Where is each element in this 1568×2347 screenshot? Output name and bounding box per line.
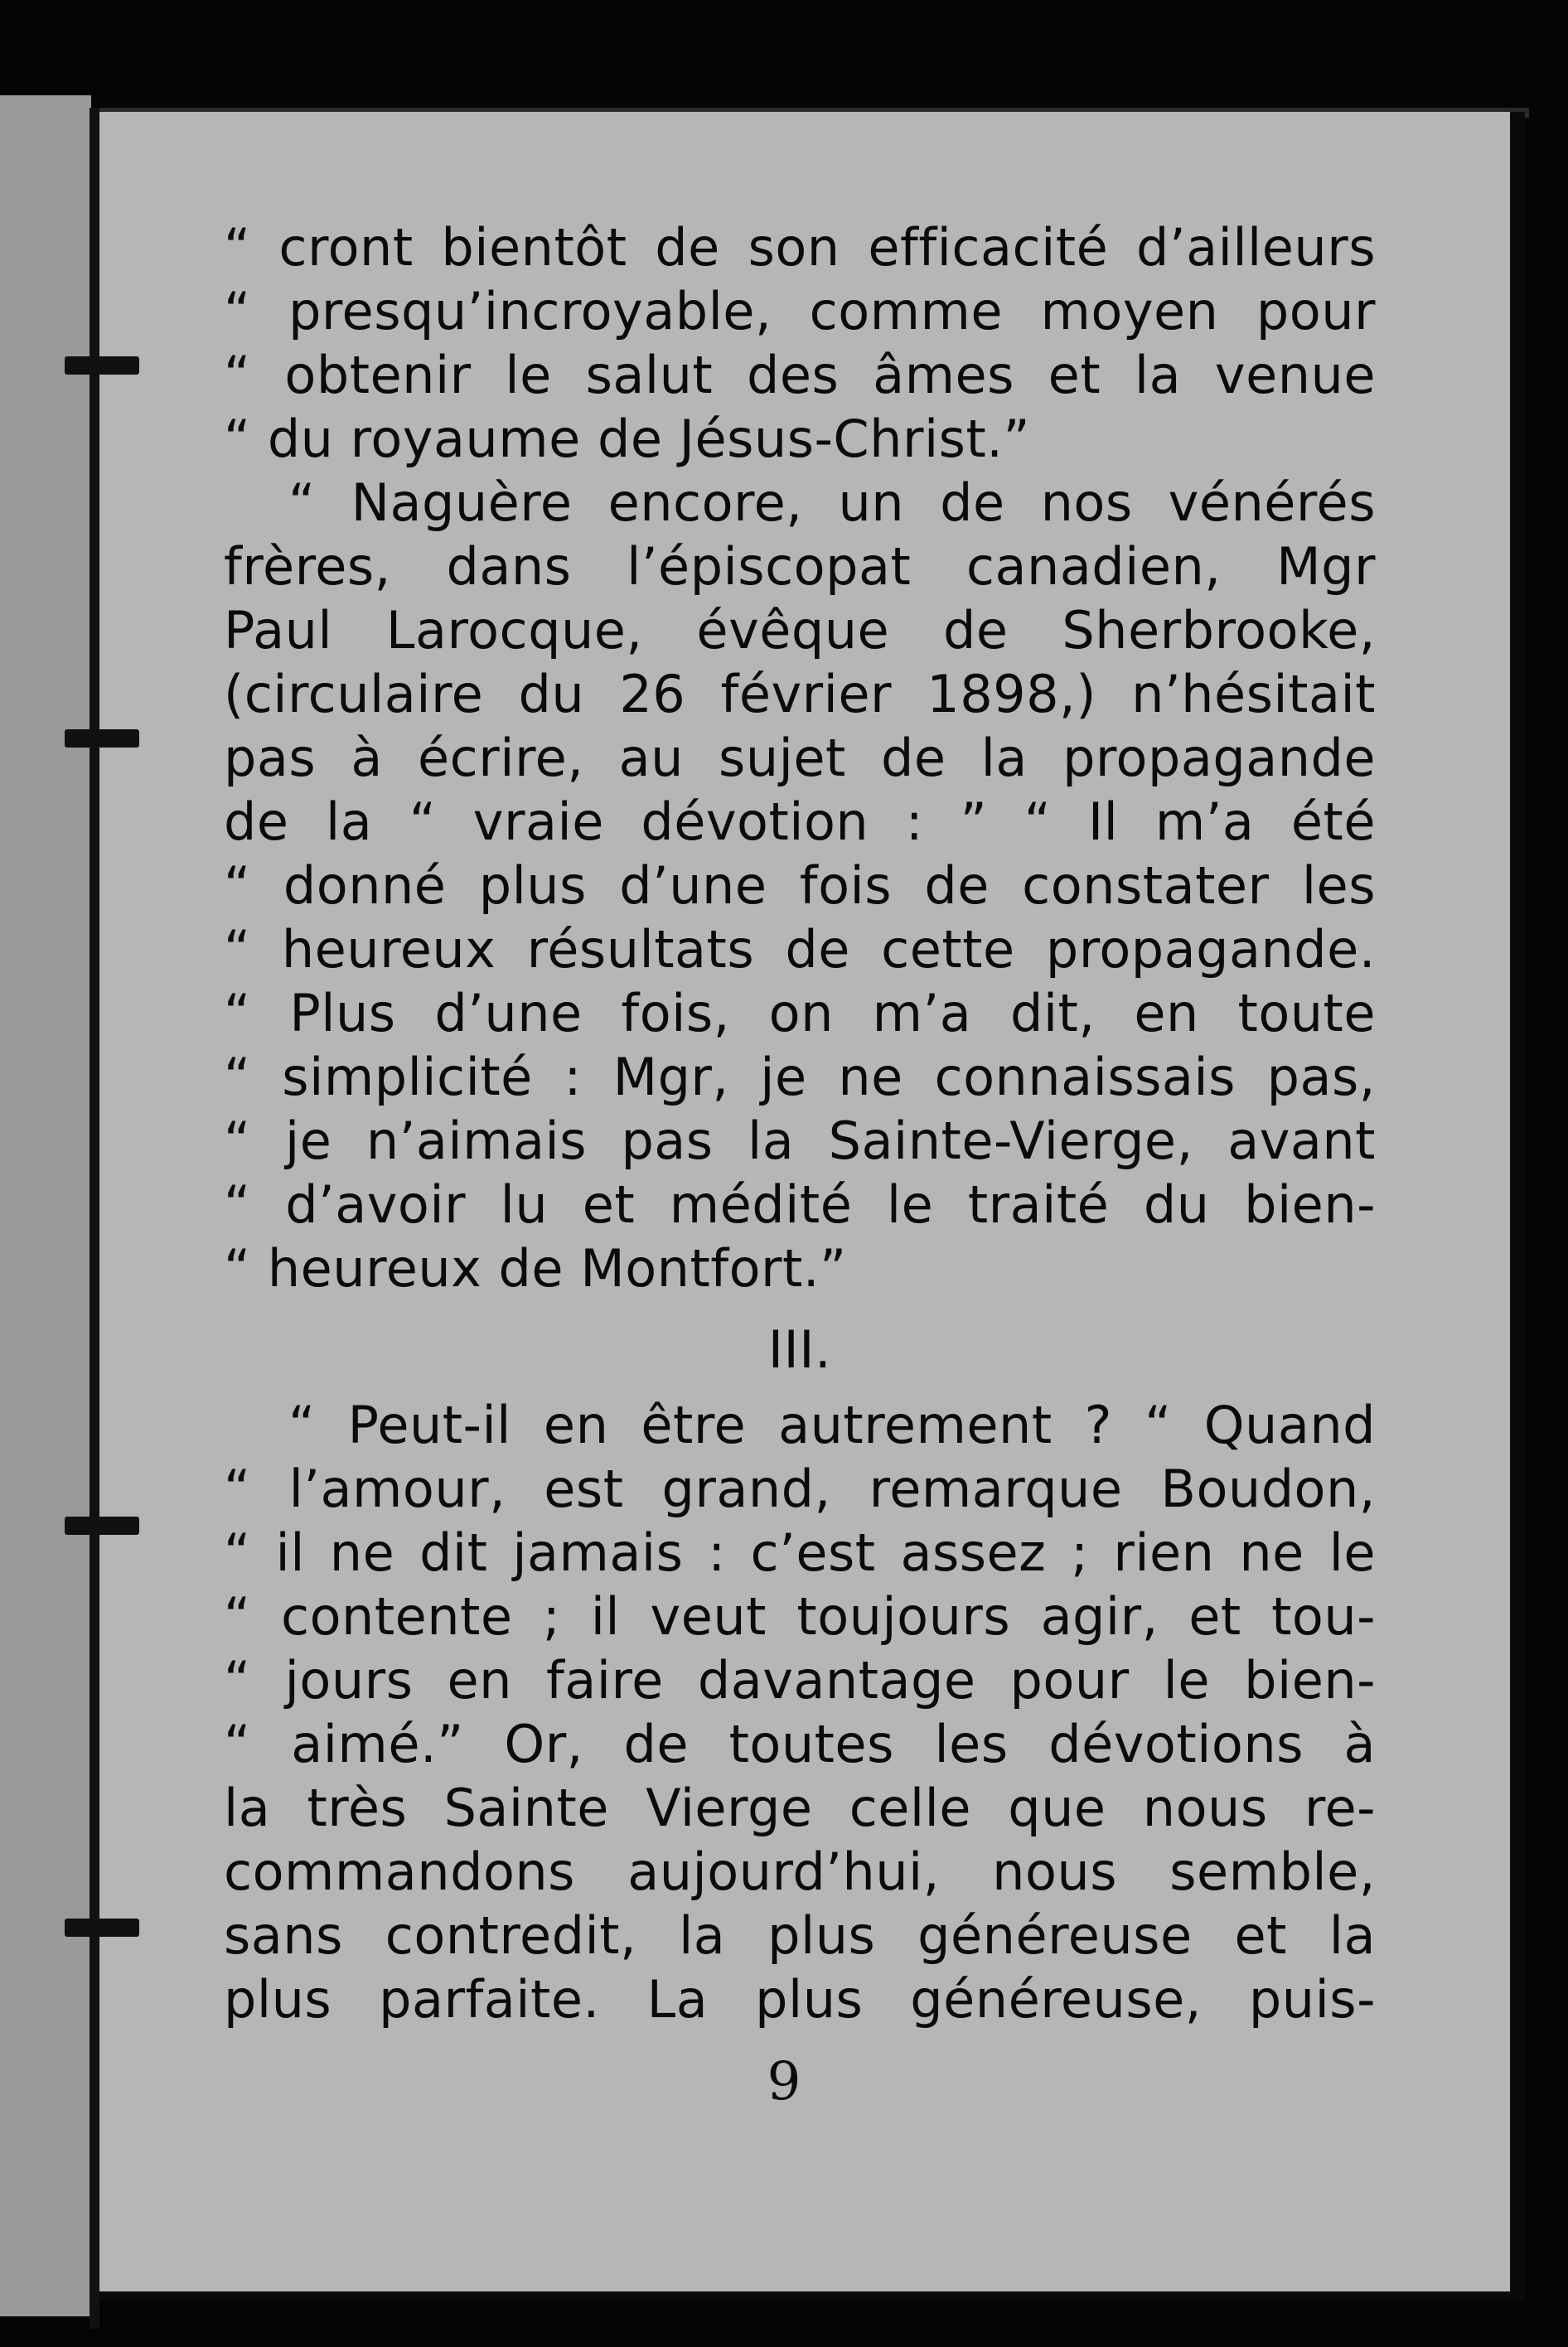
text-line: “ heureux de Montfort.” [224,1238,847,1299]
text-line: “ contente ; il veut toujours agir, et tou- [224,1586,1376,1647]
text-line: Paul Larocque, évêque de Sherbrooke, [224,600,1376,661]
text-line: sans contredit, la plus généreuse et la [224,1905,1376,1966]
text-line-italic: de la “ vraie dévotion : ” “ Il m’a été [224,791,1376,852]
section-heading: III. [767,1319,832,1380]
text-line: (circulaire du 26 février 1898,) n’hésitait [224,664,1376,724]
text-line: “ presqu’incroyable, comme moyen pour [224,281,1376,341]
text-line: “ obtenir le salut des âmes et la venue [224,345,1376,405]
text-line: “ je n’aimais pas la Sainte-Vierge, avant [224,1111,1376,1171]
text-line: frères, dans l’épiscopat canadien, Mgr [224,536,1376,597]
text-line: commandons aujourd’hui, nous semble, [224,1841,1376,1902]
text-line: “ cront bientôt de son efficacité d’ailleurs [224,217,1376,278]
text-line: pas à écrire, au sujet de la propagande [224,728,1376,788]
text-line: “ aimé.” Or, de toutes les dévotions à [224,1714,1376,1774]
text-line: “ Peut-il en être autrement ? “ Quand [288,1395,1376,1455]
text-line: “ Naguère encore, un de nos vénérés [288,472,1376,533]
text-line: “ donné plus d’une fois de constater les [224,855,1376,916]
text-line: “ heureux résultats de cette propagande. [224,919,1376,980]
text-line: la très Sainte Vierge celle que nous re- [224,1778,1376,1838]
text-line: “ l’amour, est grand, remarque Boudon, [224,1459,1376,1519]
binding-stitch [65,1919,139,1937]
text-line: “ du royaume de Jésus-Christ.” [224,409,1031,469]
page-body-text [224,215,1376,2031]
previous-page-edge [0,95,91,2316]
binding-stitch [65,1517,139,1535]
text-line: “ il ne dit jamais : c’est assez ; rien ne le [224,1522,1376,1583]
binding-thread [90,108,99,2329]
binding-stitch [65,356,139,375]
text-line: plus parfaite. La plus généreuse, puis- [224,1969,1376,2030]
text-line: “ simplicité : Mgr, je ne connaissais pas, [224,1047,1376,1107]
page-number: 9 [767,2051,801,2112]
text-line: “ jours en faire davantage pour le bien- [224,1650,1376,1711]
text-line: “ d’avoir lu et médité le traité du bien- [224,1174,1376,1235]
text-line: “ Plus d’une fois, on m’a dit, en toute [224,983,1376,1043]
binding-stitch [65,729,139,748]
